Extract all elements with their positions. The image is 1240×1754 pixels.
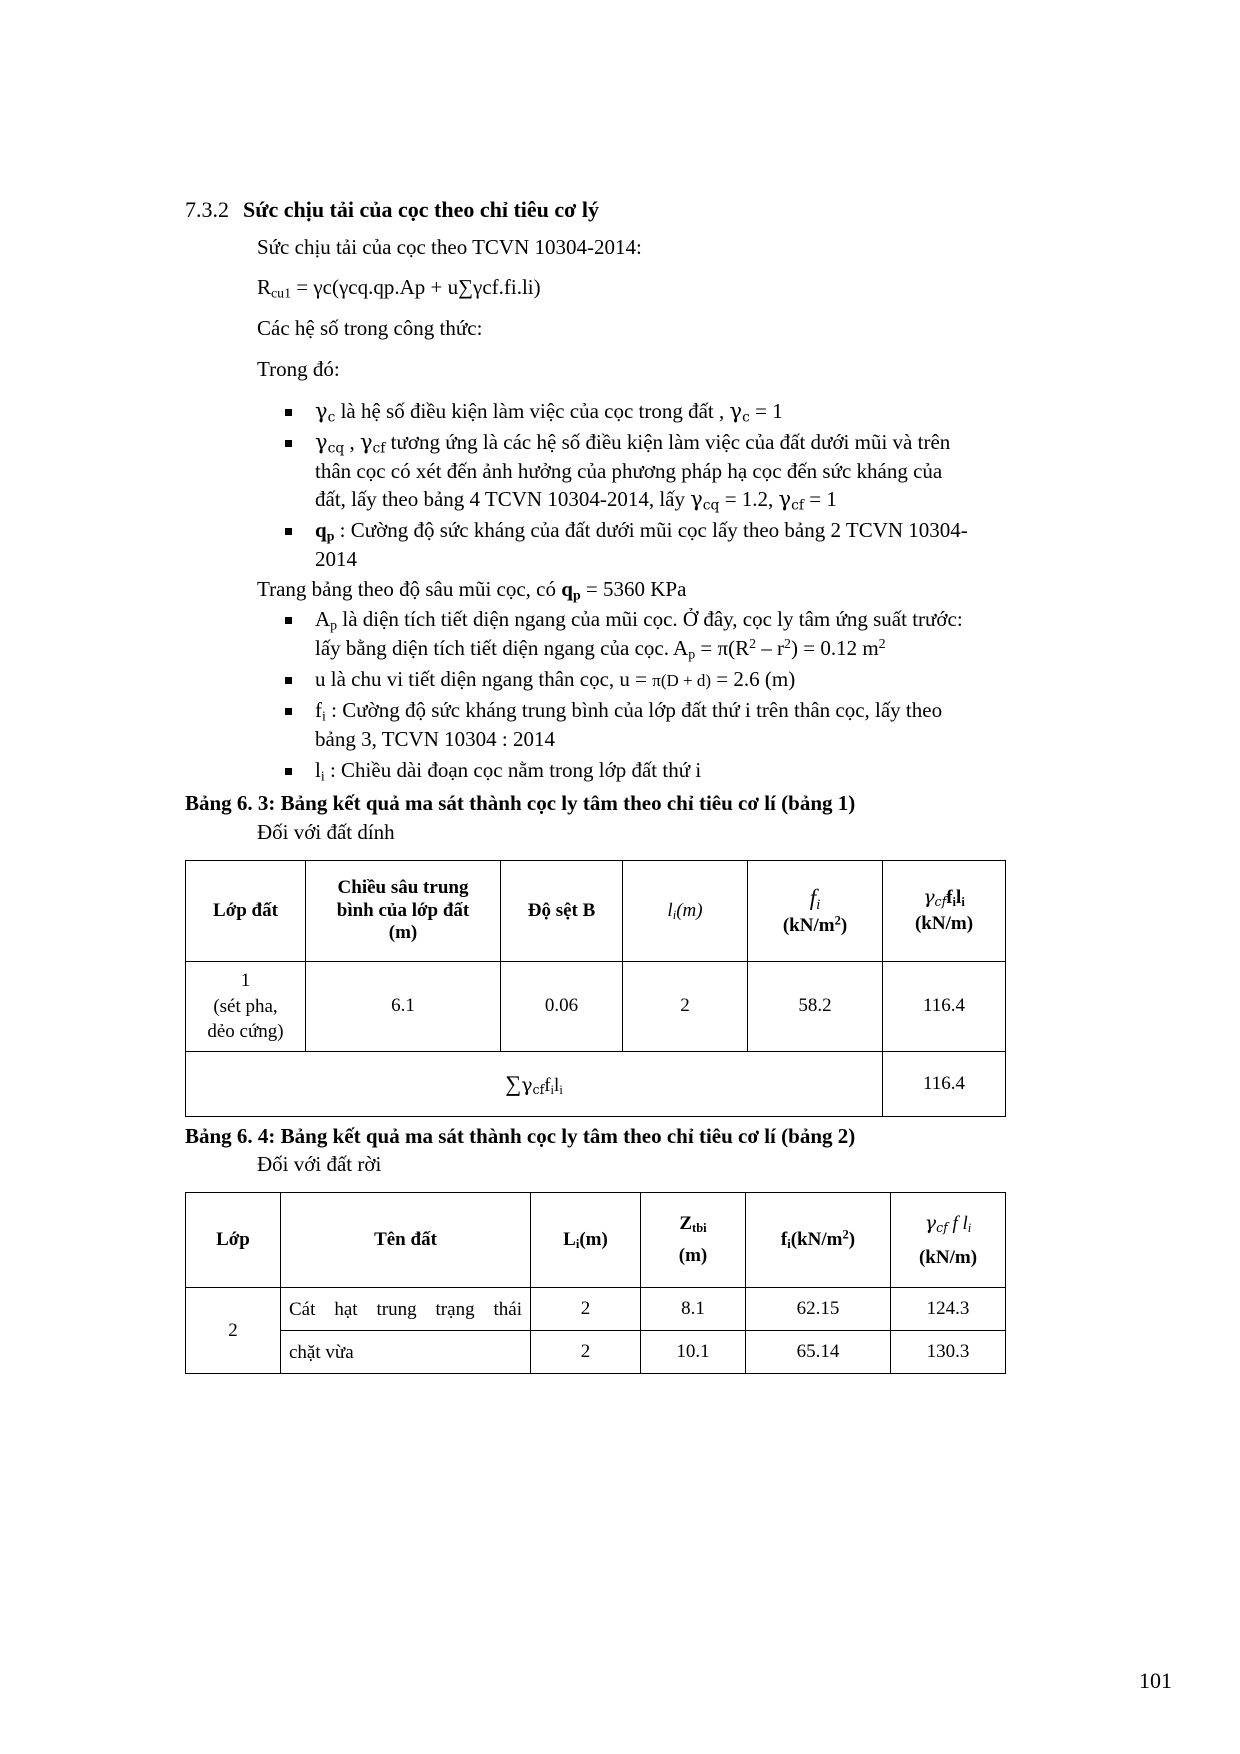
table2-cell-fi-2: 65.14 [746,1331,891,1374]
sum-fi-li: $f_il_i$ [544,1074,563,1098]
table2-header-Li: $L_i(m)$ [531,1193,641,1288]
list-item-u [185,665,1015,693]
qp-value-tail: = 5360 KPa [580,577,687,602]
table1-cell-depth: 6.1 [306,961,501,1051]
formula-body: = γc(γcq.qp.Ap + u∑γcf.fi.li) [291,275,541,300]
ap-unit-exponent: 2 [878,635,886,651]
table1-header-do-set: Độ sệt B [501,860,623,961]
list-item-gamma-c [185,397,1015,425]
table2-cell-Ztbi-1: 8.1 [641,1288,746,1331]
list-item-u-text-b: = 2.6 (m) [711,667,796,692]
table2-cell-soil-l2: chặt vừa [281,1331,531,1374]
intro-line-3: Trong đó: [257,357,340,382]
table1-header-chieu-sau [306,860,501,961]
page-content [185,196,1015,1378]
table1-cell-B: 0.06 [501,961,623,1051]
table1-cell-gfl: 116.4 [883,961,1006,1051]
table1-header-chieu-sau-l2: bình của lớp đất [336,899,470,921]
table2-header-ten-dat: Tên đất [281,1193,531,1288]
list-item-fi-line1: : Cường độ sức kháng trung bình của lớp đất thứ i trên thân cọc, lấy theo [325,698,943,723]
table2-cell-gfl-1: 124.3 [891,1288,1006,1331]
list-item-gamma-c-text: là hệ số điều kiện làm việc của cọc trong đất , [335,399,730,423]
table2-cell-fi-1: 62.15 [746,1288,891,1331]
table1-subtitle: Đối với đất dính [257,819,395,844]
list-item-gamma-c-tail: = 1 [749,399,783,423]
ap-formula: $A_p = \pi(R^2 - r^2)$ [673,635,798,662]
u-formula: π(D + d) [652,671,712,691]
table2-subtitle: Đối với đất rời [257,1152,382,1177]
list-item-u-text-a: u là chu vi tiết diện ngang thân cọc, u = [315,667,653,692]
symbol-ap: $A_p$ [315,607,338,633]
list-item-qp-text: : Cường độ sức kháng của đất dưới mũi cọc lấy theo bảng 2 TCVN 10304- [334,518,968,543]
definitions-list-a [185,397,1015,573]
list-item-qp [185,516,1015,573]
table1-header-chieu-sau-l3: (m) [388,922,418,944]
sum-sigma-symbol: ∑ [505,1070,522,1096]
page-number: 101 [1139,1668,1172,1693]
symbol-qp: $q_p$ [315,518,335,544]
table-row [186,1288,1006,1331]
section-heading [185,196,1015,224]
table1-header-gamma-symbol: $\gamma_{cf}f_il_i$ [923,886,965,910]
list-item-li [185,756,1015,784]
section-number: 7.3.2 [185,197,229,222]
table1-sum-label [186,1051,883,1116]
list-item-gamma-line3 [315,485,1015,513]
table1-header-li-math: $l_i(m)$ [667,899,703,922]
table1-cell-lop-l1: 1 [240,969,251,991]
table2-cell-lop: 2 [186,1288,281,1374]
table1-header-lop-dat: Lớp đất [186,860,306,961]
table1-caption: Bảng 6. 3: Bảng kết quả ma sát thành cọc ly tâm theo chỉ tiêu cơ lí (bảng 1) [185,791,856,816]
table2-cell-soil-l1: Cát hạt trung trạng thái [281,1288,531,1331]
list-item-qp-line2: 2014 [315,546,357,571]
table2-header-Ztbi-l1: $Z_{tbi}$ [679,1213,707,1236]
list-item-ap-line2 [315,634,1015,662]
list-item-fi-line2: bảng 3, TCVN 10304 : 2014 [315,726,555,751]
table1-cell-lop [186,961,306,1051]
gamma-line3-b: = 1.2, [719,487,779,512]
table1-header-gamma-fi-li [883,860,1006,961]
intro-line-2: Các hệ số trong công thức: [257,316,483,341]
formula-rcu1 [185,274,1015,301]
table2-cell-Ztbi-2: 10.1 [641,1331,746,1374]
table-row [186,1331,1006,1374]
comma-sep: , [344,430,360,455]
table1-header-li [623,860,748,961]
qp-value-line [185,576,1015,603]
list-item-gamma-cq-cf [185,428,1015,513]
symbol-li: $l_i$ [315,758,325,784]
table-row [186,961,1006,1051]
formula-subscript: cu1 [271,285,292,301]
table2-header-lop: Lớp [186,1193,281,1288]
gamma-line3-a: đất, lấy theo bảng 4 TCVN 10304-2014, lấy [315,487,691,512]
table1-cell-fi: 58.2 [748,961,883,1051]
table1-cell-lop-l2: (sét pha, [213,995,278,1017]
table2-cell-Li-1: 2 [531,1288,641,1331]
list-item-ap [185,605,1015,662]
list-item-gamma-line2: thân cọc có xét đến ảnh hưởng của phương pháp hạ cọc đến sức kháng của [315,458,943,483]
symbol-gamma-cf: $\gamma_{cf}$ [359,430,386,457]
table1-header-gamma-unit: (kN/m) [914,913,974,935]
table2-header-gamma-symbol: $\gamma_{cf}$ f $l_i$ [924,1211,972,1235]
table1-sum-row [186,1051,1006,1116]
table1-header-chieu-sau-l1: Chiều sâu trung [337,877,469,899]
list-item-gamma-lead: tương ứng là các hệ số điều kiện làm việc của đất dưới mũi và trên [385,430,951,455]
table1-cell-li: 2 [623,961,748,1051]
list-item-ap-line1: là diện tích tiết diện ngang của mũi cọc. Ở đây, cọc ly tâm ứng suất trước: [337,607,963,632]
table-ma-sat-dat-roi [185,1192,1006,1374]
intro-line-1: Sức chịu tải của cọc theo TCVN 10304-2014: [257,234,642,259]
table2-header-gamma-fi-li [891,1193,1006,1288]
symbol-gamma-c-2: $\gamma_c$ [729,399,750,426]
table2-cell-Li-2: 2 [531,1331,641,1374]
table2-header-Ztbi-l2: (m) [678,1245,708,1267]
ap-line2-a: lấy bằng diện tích tiết diện ngang của cọc. [315,635,674,660]
definitions-list-b [185,605,1015,784]
table2-header-Ztbi [641,1193,746,1288]
table2-header-row [186,1193,1006,1288]
table1-header-row [186,860,1006,961]
symbol-gamma-c: $\gamma_c$ [315,399,336,426]
gamma-line3-c: = 1 [804,487,837,512]
table1-header-fi-unit: $(kN/m^2)$ [782,914,848,937]
list-item-fi [185,696,1015,753]
table1-header-fi [748,860,883,961]
formula-symbol: R [257,275,272,300]
table2-caption: Bảng 6. 4: Bảng kết quả ma sát thành cọc ly tâm theo chỉ tiêu cơ lí (bảng 2) [185,1123,856,1148]
qp-value-lead: Trang bảng theo độ sâu mũi cọc, có [257,577,562,602]
ap-line2-b: = 0.12 m [797,635,879,660]
symbol-gamma-cf-2: $\gamma_{cf}$ [778,487,804,514]
symbol-gamma-cq: $\gamma_{cq}$ [315,430,345,457]
sum-gamma-cf: $\gamma_{cf}$ [521,1073,545,1098]
table1-sum-value: 116.4 [883,1051,1006,1116]
symbol-fi: $f_i$ [315,698,326,724]
table2-header-fi: $f_i(kN/m^2)$ [746,1193,891,1288]
symbol-qp-2: $q_p$ [561,577,581,603]
symbol-gamma-cq-2: $\gamma_{cq}$ [690,487,720,514]
table-ma-sat-dat-dinh [185,860,1006,1117]
table1-cell-lop-l3: dẻo cứng) [207,1021,284,1043]
section-title: Sức chịu tải của cọc theo chỉ tiêu cơ lý [243,197,599,222]
table2-header-gamma-unit: (kN/m) [918,1246,978,1268]
table1-header-fi-symbol: $f_i$ [809,885,821,913]
list-item-li-text: : Chiều dài đoạn cọc nằm trong lớp đất thứ i [324,758,702,783]
table2-cell-gfl-2: 130.3 [891,1331,1006,1374]
